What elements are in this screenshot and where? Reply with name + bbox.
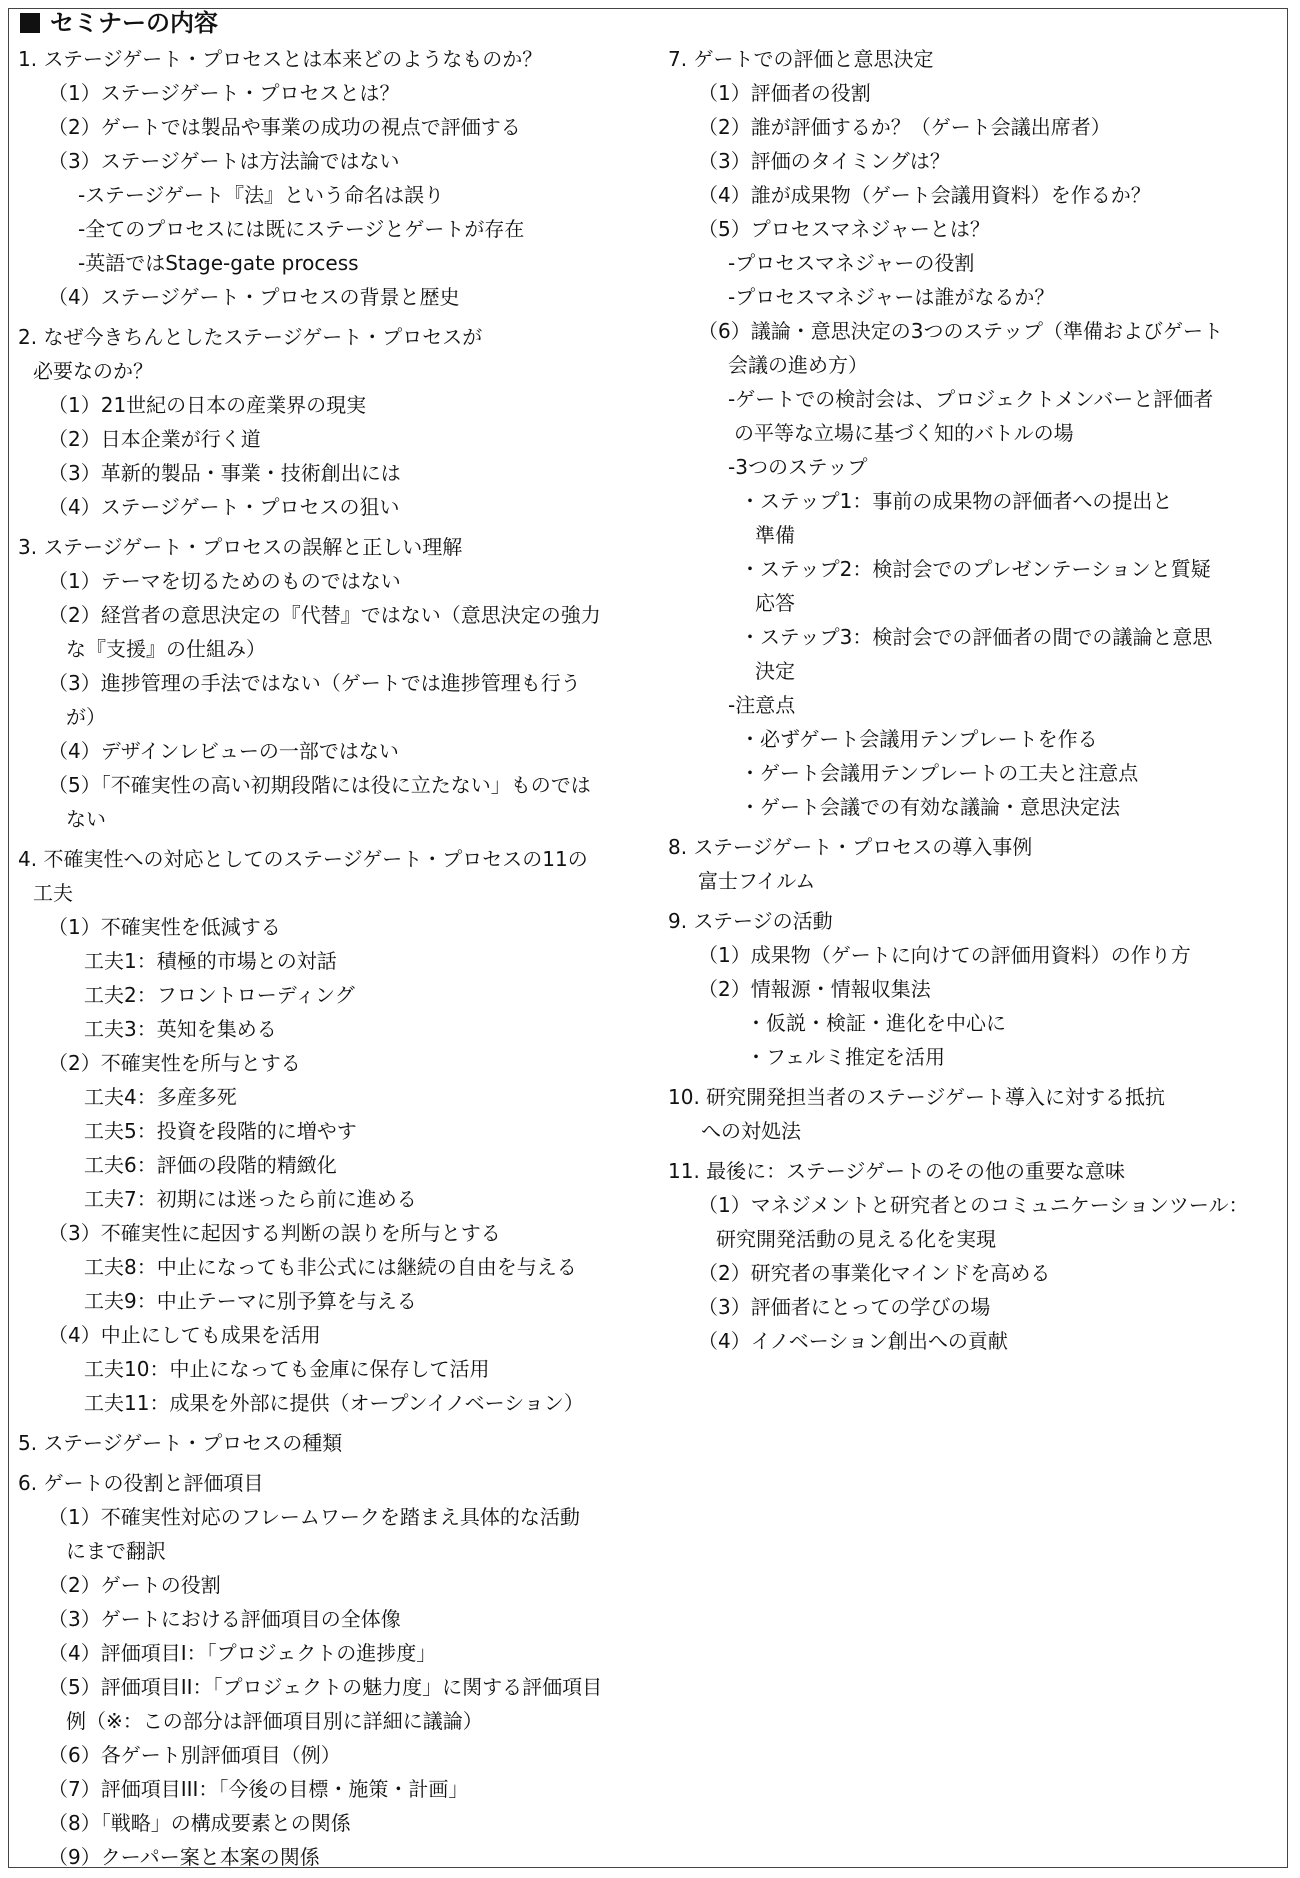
outline-item: （6）各ゲート別評価項目（例） bbox=[48, 1743, 341, 1767]
outline-item: の平等な立場に基づく知的バトルの場 bbox=[734, 421, 1074, 445]
outline-item: （2）誰が評価するか？（ゲート会議出席者） bbox=[698, 115, 1111, 139]
section-heading: 11. 最後に：ステージゲートのその他の重要な意味 bbox=[668, 1159, 1125, 1183]
outline-item: （1）ステージゲート・プロセスとは？ bbox=[48, 81, 400, 105]
outline-item: 工夫10：中止になっても金庫に保存して活用 bbox=[84, 1357, 490, 1381]
section-heading: 10. 研究開発担当者のステージゲート導入に対する抵抗 bbox=[668, 1085, 1165, 1109]
outline-item: 工夫11：成果を外部に提供（オープンイノベーション） bbox=[84, 1391, 584, 1415]
outline-item: -プロセスマネジャーの役割 bbox=[728, 251, 975, 275]
outline-item: 会議の進め方） bbox=[728, 353, 868, 377]
outline-item: 工夫 bbox=[33, 881, 73, 905]
outline-item: （3）不確実性に起因する判断の誤りを所与とする bbox=[48, 1221, 501, 1245]
right-column bbox=[668, 42, 1280, 1358]
outline-item: （1）不確実性を低減する bbox=[48, 915, 281, 939]
outline-item: （2）ゲートでは製品や事業の成功の視点で評価する bbox=[48, 115, 521, 139]
outline-item: （2）経営者の意思決定の『代替』ではない（意思決定の強力 bbox=[48, 603, 601, 627]
outline-item: 必要なのか？ bbox=[33, 359, 153, 383]
outline-item: ・フェルミ推定を活用 bbox=[746, 1045, 945, 1069]
outline-item: ・ゲート会議用テンプレートの工夫と注意点 bbox=[740, 761, 1139, 785]
outline-item: （2）ゲートの役割 bbox=[48, 1573, 221, 1597]
page-title bbox=[20, 8, 218, 38]
outline-item: 工夫6：評価の段階的精緻化 bbox=[84, 1153, 337, 1177]
outline-item: 工夫7：初期には迷ったら前に進める bbox=[84, 1187, 417, 1211]
outline-item: にまで翻訳 bbox=[66, 1539, 166, 1563]
outline-item: （3）ステージゲートは方法論ではない bbox=[48, 149, 400, 173]
outline-item: 工夫2：フロントローディング bbox=[84, 983, 355, 1007]
outline-item: への対処法 bbox=[701, 1119, 801, 1143]
outline-item: な『支援』の仕組み） bbox=[66, 637, 266, 661]
outline-item: （2）不確実性を所与とする bbox=[48, 1051, 301, 1075]
outline-item: ない bbox=[66, 807, 106, 831]
outline-item: ・ステップ1：事前の成果物の評価者への提出と bbox=[740, 489, 1173, 513]
square-bullet-icon bbox=[20, 13, 40, 33]
outline-item: （5）「不確実性の高い初期段階には役に立たない」ものでは bbox=[48, 773, 591, 797]
section-heading: 7. ゲートでの評価と意思決定 bbox=[668, 47, 934, 71]
outline-item: （3）革新的製品・事業・技術創出には bbox=[48, 461, 401, 485]
outline-item: （2）研究者の事業化マインドを高める bbox=[698, 1261, 1051, 1285]
outline-item: -ステージゲート『法』という命名は誤り bbox=[78, 183, 445, 207]
outline-item: （4）ステージゲート・プロセスの狙い bbox=[48, 495, 400, 519]
outline-item: 工夫8：中止になっても非公式には継続の自由を与える bbox=[84, 1255, 577, 1279]
outline-item: （5）プロセスマネジャーとは？ bbox=[698, 217, 990, 241]
outline-item: -全てのプロセスには既にステージとゲートが存在 bbox=[78, 217, 525, 241]
outline-item: （6）議論・意思決定の3つのステップ（準備およびゲート bbox=[698, 319, 1224, 343]
outline-item: 工夫4：多産多死 bbox=[84, 1085, 237, 1109]
outline-item: 工夫3：英知を集める bbox=[84, 1017, 277, 1041]
outline-item: 例（※：この部分は評価項目別に詳細に議論） bbox=[66, 1709, 483, 1733]
outline-item: 決定 bbox=[755, 659, 795, 683]
outline-item: ・ステップ3：検討会での評価者の間での議論と意思 bbox=[740, 625, 1213, 649]
section-heading: 4. 不確実性への対応としてのステージゲート・プロセスの11の bbox=[18, 847, 588, 871]
outline-item: 工夫1：積極的市場との対話 bbox=[84, 949, 337, 973]
outline-item: （1）21世紀の日本の産業界の現実 bbox=[48, 393, 367, 417]
outline-item: -3つのステップ bbox=[728, 455, 868, 479]
outline-item: 研究開発活動の見える化を実現 bbox=[716, 1227, 996, 1251]
outline-item: ・必ずゲート会議用テンプレートを作る bbox=[740, 727, 1098, 751]
outline-item: （1）不確実性対応のフレームワークを踏まえ具体的な活動 bbox=[48, 1505, 580, 1529]
outline-item: （8）「戦略」の構成要素との関係 bbox=[48, 1811, 351, 1835]
outline-item: （1）成果物（ゲートに向けての評価用資料）の作り方 bbox=[698, 943, 1191, 967]
outline-item: （9）クーパー案と本案の関係 bbox=[48, 1845, 320, 1869]
outline-item: ・ステップ2：検討会でのプレゼンテーションと質疑 bbox=[740, 557, 1211, 581]
outline-item: 工夫5：投資を段階的に増やす bbox=[84, 1119, 357, 1143]
section-heading: 9. ステージの活動 bbox=[668, 909, 833, 933]
outline-item: （1）マネジメントと研究者とのコミュニケーションツール： bbox=[698, 1193, 1249, 1217]
outline-item: ・仮説・検証・進化を中心に bbox=[746, 1011, 1006, 1035]
outline-item: （3）評価者にとっての学びの場 bbox=[698, 1295, 991, 1319]
outline-item: -ゲートでの検討会は、プロジェクトメンバーと評価者 bbox=[728, 387, 1214, 411]
outline-item: -英語ではStage-gate process bbox=[78, 251, 359, 275]
outline-item: （1）テーマを切るためのものではない bbox=[48, 569, 401, 593]
section-heading: 2. なぜ今きちんとしたステージゲート・プロセスが bbox=[18, 325, 483, 349]
outline-item: （2）情報源・情報収集法 bbox=[698, 977, 931, 1001]
outline-item: （3）ゲートにおける評価項目の全体像 bbox=[48, 1607, 401, 1631]
outline-item: 応答 bbox=[755, 591, 795, 615]
outline-item: （7）評価項目III：「今後の目標・施策・計画」 bbox=[48, 1777, 469, 1801]
section-heading: 6. ゲートの役割と評価項目 bbox=[18, 1471, 264, 1495]
outline-item: -注意点 bbox=[728, 693, 796, 717]
outline-item: 工夫9：中止テーマに別予算を与える bbox=[84, 1289, 417, 1313]
page-title-text: セミナーの内容 bbox=[50, 9, 218, 37]
outline-item: （3）進捗管理の手法ではない（ゲートでは進捗管理も行う bbox=[48, 671, 581, 695]
outline-item: （4）デザインレビューの一部ではない bbox=[48, 739, 399, 763]
outline-item: （4）誰が成果物（ゲート会議用資料）を作るか？ bbox=[698, 183, 1151, 207]
outline-item: ・ゲート会議での有効な議論・意思決定法 bbox=[740, 795, 1120, 819]
outline-item: （4）中止にしても成果を活用 bbox=[48, 1323, 321, 1347]
outline-item: （4）ステージゲート・プロセスの背景と歴史 bbox=[48, 285, 460, 309]
section-heading: 8. ステージゲート・プロセスの導入事例 bbox=[668, 835, 1033, 859]
section-heading: 1. ステージゲート・プロセスとは本来どのようなものか？ bbox=[18, 47, 543, 71]
section-heading: 5. ステージゲート・プロセスの種類 bbox=[18, 1431, 343, 1455]
outline-item: （4）評価項目I：「プロジェクトの進捗度」 bbox=[48, 1641, 437, 1665]
outline-item: 準備 bbox=[755, 523, 795, 547]
outline-item: （2）日本企業が行く道 bbox=[48, 427, 261, 451]
outline-item: -プロセスマネジャーは誰がなるか？ bbox=[728, 285, 1055, 309]
left-column bbox=[18, 42, 668, 1874]
outline-item: 富士フイルム bbox=[698, 869, 816, 893]
outline-item: （4）イノベーション創出への貢献 bbox=[698, 1329, 1008, 1353]
outline-item: （5）評価項目II：「プロジェクトの魅力度」に関する評価項目 bbox=[48, 1675, 603, 1699]
outline-item: が） bbox=[66, 705, 106, 729]
section-heading: 3. ステージゲート・プロセスの誤解と正しい理解 bbox=[18, 535, 463, 559]
outline-item: （1）評価者の役割 bbox=[698, 81, 871, 105]
outline-item: （3）評価のタイミングは？ bbox=[698, 149, 950, 173]
